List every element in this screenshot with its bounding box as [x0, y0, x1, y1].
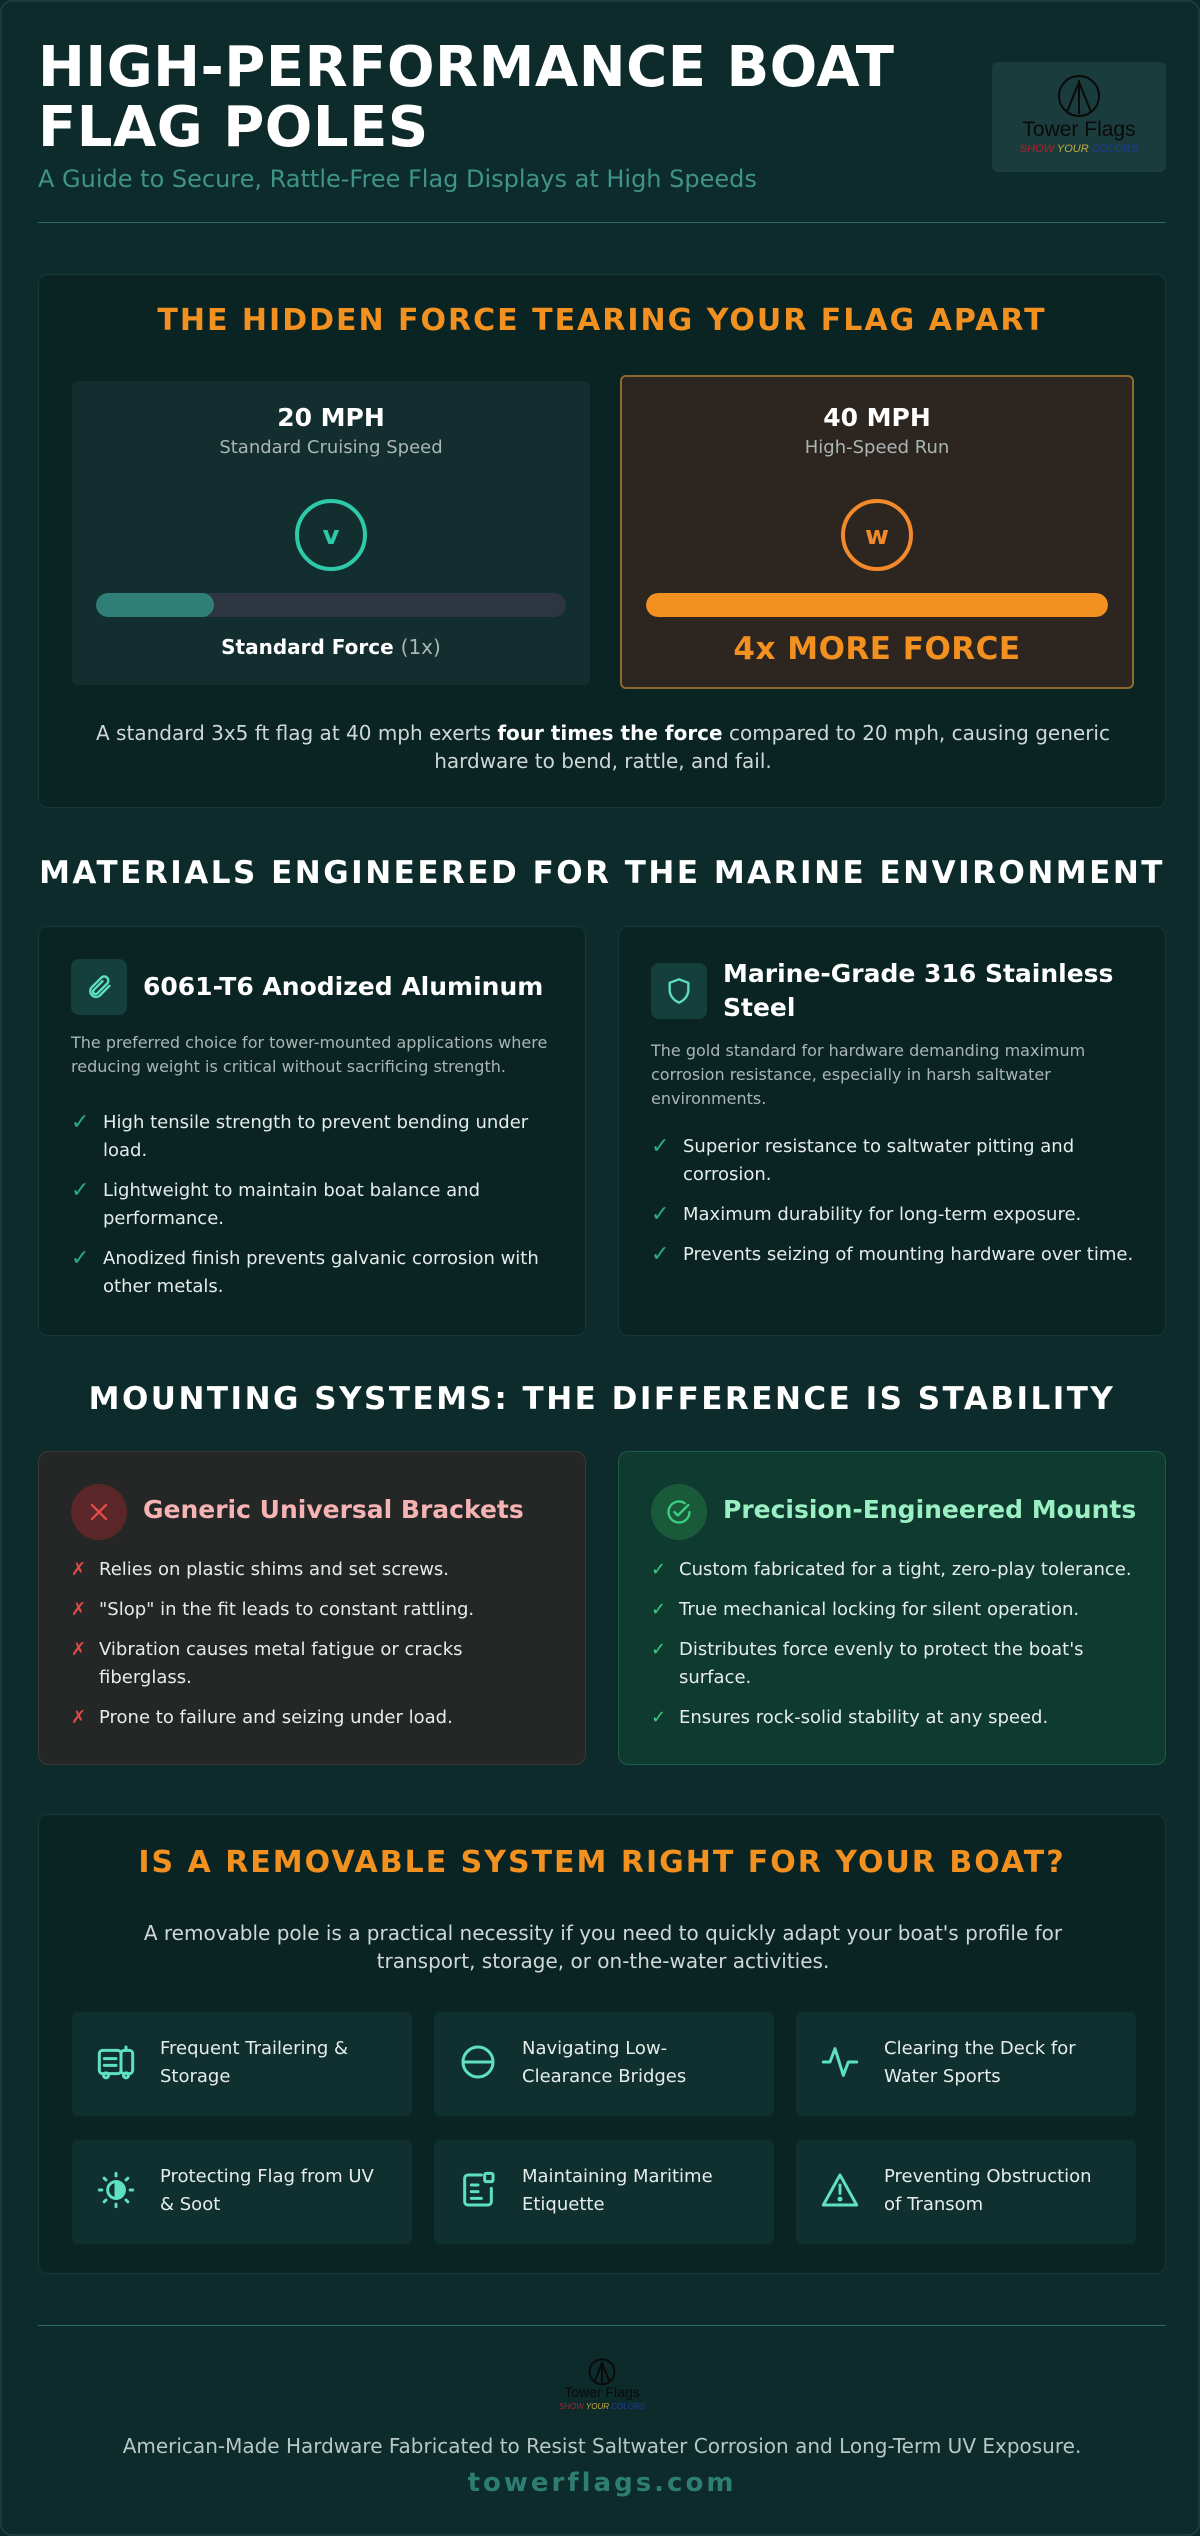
check-icon: ✓ [651, 1242, 670, 1267]
check-circle-icon [651, 1484, 707, 1540]
check-icon: ✓ [71, 1178, 90, 1203]
list-item [651, 1241, 1141, 1269]
sun-icon [96, 2170, 136, 2210]
high-gauge-icon: w [841, 499, 913, 571]
footer-divider [38, 2325, 1166, 2326]
steel-benefits [651, 1133, 1141, 1281]
force-note-start: A standard 3x5 ft flag at 40 mph exerts [96, 721, 498, 745]
force-note-end: compared to 20 mph, causing generic hardware to bend, rattle, and fail. [434, 721, 1110, 773]
bridge-icon [458, 2042, 498, 2082]
logo-tagline-3: COLORS [1091, 143, 1139, 155]
list-item [651, 1636, 1141, 1692]
precision-point-4: Ensures rock-solid stability at any speed. [679, 1707, 1049, 1728]
tile-water-sports [796, 2012, 1136, 2116]
list-item [651, 1596, 1141, 1624]
precision-point-2: True mechanical locking for silent operation. [679, 1599, 1080, 1620]
paperclip-icon [71, 959, 127, 1015]
aluminum-benefits [71, 1109, 561, 1313]
check-icon: ✓ [651, 1599, 667, 1620]
materials-section-title: MATERIALS ENGINEERED FOR THE MARINE ENVIRONMENT [39, 855, 1165, 891]
tile-label: Frequent Trailering & Storage [160, 2038, 349, 2087]
steel-card [618, 926, 1166, 1336]
list-item [651, 1556, 1141, 1584]
footer-tagline-2: YOUR [585, 2402, 610, 2411]
generic-point-3: Vibration causes metal fatigue or cracks fiberglass. [99, 1639, 463, 1688]
list-item [71, 1177, 561, 1233]
standard-force-multiplier: (1x) [400, 635, 441, 659]
high-force-bar-fill [646, 593, 1108, 617]
tile-label: Preventing Obstruction of Transom [884, 2166, 1092, 2215]
high-speed-label: High-Speed Run [804, 437, 950, 458]
tower-flags-logo[interactable] [992, 62, 1166, 172]
tile-etiquette [434, 2140, 774, 2244]
check-icon: ✓ [651, 1707, 667, 1728]
generic-point-4: Prone to failure and seizing under load. [99, 1707, 453, 1728]
page-subtitle: A Guide to Secure, Rattle-Free Flag Displays at High Speeds [38, 165, 757, 193]
precision-point-1: Custom fabricated for a tight, zero-play tolerance. [679, 1559, 1132, 1580]
force-explanation [79, 719, 1127, 775]
footer-logo[interactable] [557, 2358, 647, 2416]
tile-bridges [434, 2012, 774, 2116]
standard-gauge-icon: v [295, 499, 367, 571]
list-item [651, 1133, 1141, 1189]
footer-tagline-1: SHOW [558, 2402, 584, 2411]
steel-point-1: Superior resistance to saltwater pitting and corrosion. [683, 1136, 1075, 1185]
force-note-emphasis: four times the force [497, 721, 723, 745]
aluminum-point-1: High tensile strength to prevent bending under load. [103, 1112, 529, 1161]
standard-speed-mph: 20 MPH [277, 403, 385, 432]
high-speed-mph: 40 MPH [823, 403, 931, 432]
removable-section-title: IS A REMOVABLE SYSTEM RIGHT FOR YOUR BOAT? [138, 1845, 1066, 1880]
trailer-icon [96, 2042, 136, 2082]
logo-tagline-1: SHOW [1019, 143, 1055, 155]
standard-force-text: Standard Force [221, 635, 394, 659]
generic-brackets-title: Generic Universal Brackets [143, 1495, 524, 1524]
list-item [651, 1704, 1141, 1732]
removable-intro: A removable pole is a practical necessity if you need to quickly adapt your boat's profile for transport, storage, or on-the-water activities. [143, 1921, 1063, 1973]
list-item [71, 1556, 561, 1584]
aluminum-card [38, 926, 586, 1336]
cross-mark-icon: ✗ [71, 1599, 87, 1620]
standard-force-bar-fill [96, 593, 214, 617]
tile-label: Protecting Flag from UV & Soot [160, 2166, 374, 2215]
generic-point-2: "Slop" in the fit leads to constant rattling. [99, 1599, 475, 1620]
standard-force-label [72, 635, 590, 659]
mounting-section-title: MOUNTING SYSTEMS: THE DIFFERENCE IS STABILITY [88, 1381, 1116, 1417]
standard-speed-label: Standard Cruising Speed [219, 437, 443, 458]
check-icon: ✓ [651, 1134, 670, 1159]
list-item [71, 1636, 561, 1692]
footer-tagline-3: COLORS [611, 2402, 646, 2411]
check-icon: ✓ [71, 1110, 90, 1135]
cross-mark-icon: ✗ [71, 1707, 87, 1728]
steel-description: The gold standard for hardware demanding maximum corrosion resistance, especially in harsh saltwater environments. [651, 1041, 1086, 1108]
high-force-label: 4x MORE FORCE [733, 631, 1021, 667]
removable-section [38, 1814, 1166, 2274]
high-force-bar [646, 593, 1108, 617]
aluminum-point-2: Lightweight to maintain boat balance and performance. [103, 1180, 481, 1229]
precision-mounts-list [651, 1556, 1141, 1744]
list-item [651, 1201, 1141, 1229]
cross-mark-icon: ✗ [71, 1559, 87, 1580]
check-icon: ✓ [71, 1246, 90, 1271]
tile-uv-protection [72, 2140, 412, 2244]
logo-tagline [992, 143, 1166, 155]
footer-logo-name: Tower Flags [564, 2384, 640, 2400]
standard-speed-card [72, 381, 590, 685]
precision-mounts-title: Precision-Engineered Mounts [723, 1495, 1137, 1524]
check-icon: ✓ [651, 1559, 667, 1580]
force-section-title: THE HIDDEN FORCE TEARING YOUR FLAG APART [157, 303, 1047, 338]
precision-mounts-card [618, 1451, 1166, 1765]
generic-brackets-card [38, 1451, 586, 1765]
warning-icon [820, 2170, 860, 2210]
steel-point-3: Prevents seizing of mounting hardware over time. [683, 1244, 1134, 1265]
check-icon: ✓ [651, 1202, 670, 1227]
footer-tagline: American-Made Hardware Fabricated to Resist Saltwater Corrosion and Long-Term UV Exposure. [122, 2434, 1082, 2458]
generic-point-1: Relies on plastic shims and set screws. [99, 1559, 450, 1580]
logo-name: Tower Flags [1022, 118, 1136, 141]
steel-title: Marine-Grade 316 Stainless Steel [723, 959, 1114, 1022]
close-icon [71, 1484, 127, 1540]
force-section [38, 274, 1166, 808]
tile-label: Maintaining Maritime Etiquette [522, 2166, 713, 2215]
generic-brackets-list [71, 1556, 561, 1744]
page-title: HIGH-PERFORMANCE BOAT FLAG POLES [38, 35, 895, 160]
aluminum-title: 6061-T6 Anodized Aluminum [143, 972, 544, 1001]
checklist-icon [458, 2170, 498, 2210]
shield-icon [651, 963, 707, 1019]
aluminum-description: The preferred choice for tower-mounted applications where reducing weight is critical without sacrificing strength. [71, 1033, 548, 1076]
list-item [71, 1704, 561, 1732]
list-item [71, 1596, 561, 1624]
tile-label: Navigating Low-Clearance Bridges [522, 2038, 687, 2087]
header [38, 35, 1166, 223]
check-icon: ✓ [651, 1639, 667, 1660]
cross-mark-icon: ✗ [71, 1639, 87, 1660]
list-item [71, 1245, 561, 1301]
footer-logo-tagline [557, 2402, 647, 2411]
precision-point-3: Distributes force evenly to protect the boat's surface. [679, 1639, 1084, 1688]
footer-url-link[interactable]: towerflags.com [467, 2468, 737, 2498]
tile-transom [796, 2140, 1136, 2244]
activity-icon [820, 2042, 860, 2082]
high-speed-card [620, 375, 1134, 689]
list-item [71, 1109, 561, 1165]
steel-point-2: Maximum durability for long-term exposure. [683, 1204, 1082, 1225]
tile-label: Clearing the Deck for Water Sports [884, 2038, 1076, 2087]
aluminum-point-3: Anodized finish prevents galvanic corrosion with other metals. [103, 1248, 539, 1297]
tile-trailering [72, 2012, 412, 2116]
logo-tagline-2: YOUR [1056, 143, 1089, 155]
standard-force-bar [96, 593, 566, 617]
logo-mark-icon [1055, 74, 1103, 122]
